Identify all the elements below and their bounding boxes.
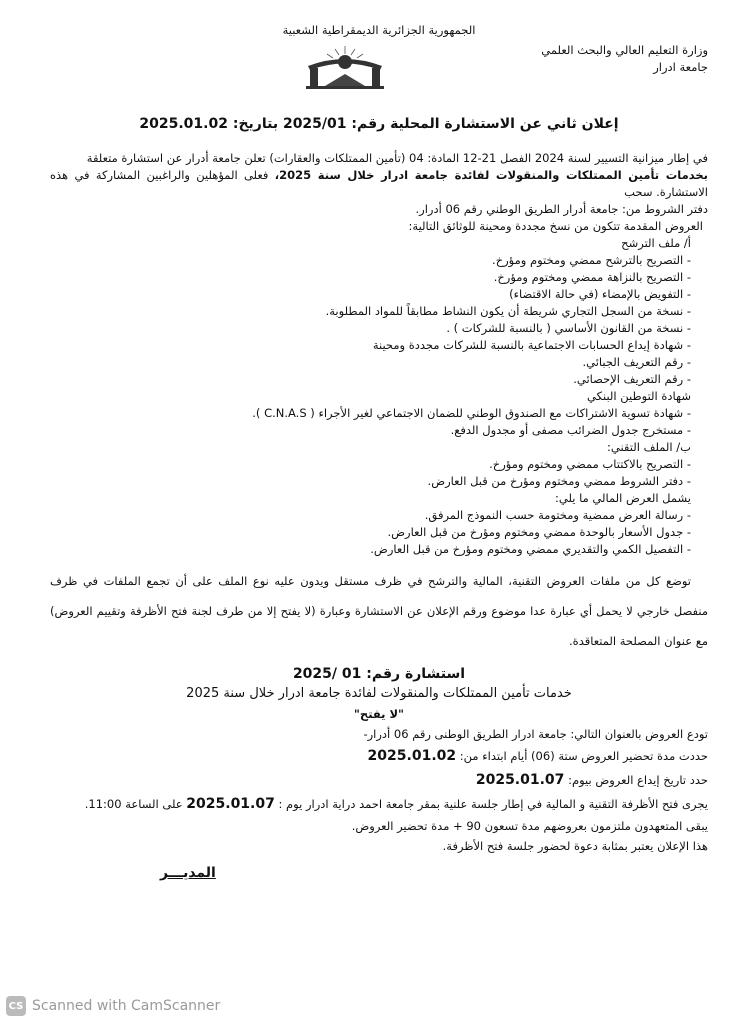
consultation-subject: خدمات تأمين الممتلكات والمنقولات لفائدة جامعة ادرار خلال سنة 2025 (186, 686, 572, 701)
intro-line-4: العروض المقدمة تتكون من نسخ مجددة ومحينة للوثائق التالية: (408, 219, 703, 233)
list-item: - التصريح بالترشح ممضي ومختوم ومؤرخ. (492, 253, 691, 267)
list-item: شهادة التوطين البنكي (587, 389, 691, 403)
envelope-line-2: منفصل خارجي لا يحمل أي عبارة عدا موضوع ورقم الإعلان عن الاستشارة وعبارة (لا يفتح إلا من طرف لجنة فتح الأظرفة وتقييم (96, 604, 709, 618)
consultation-number: استشارة رقم: 01 /2025 (292, 666, 466, 682)
intro-line-1: في إطار ميزانية التسيير لسنة 2024 الفصل 21-12 المادة: 04 (تأمين الممتلكات والعقارات) تعلن جامعة أدرار عن استشارة متعلقة (86, 151, 708, 165)
deadline-date: 2025.01.07 (475, 772, 565, 788)
preparation-text: حددت مدة تحضير العروض ستة (06) أيام ابتداء من: (456, 749, 708, 763)
list-item: - نسخة من القانون الأساسي ( بالنسبة للشركات ) . (446, 321, 691, 335)
list-item: - رسالة العرض ممضية ومختومة حسب النموذج المرفق. (424, 508, 691, 522)
list-item: - نسخة من السجل التجاري شريطة أن يكون النشاط مطابقاً للمواد المطلوبة. (325, 304, 691, 318)
section-b-heading: ب/ الملف التقني: (607, 440, 691, 454)
list-item: - دفتر الشروط ممضي ومختوم ومؤرخ من قبل العارض. (427, 474, 691, 488)
section-c-heading: يشمل العرض المالي ما يلي: (554, 491, 691, 505)
list-item: - جدول الأسعار بالوحدة ممضي ومختوم ومؤرخ من قبل العارض. (387, 525, 691, 539)
list-item: - التفويض بالإمضاء (في حالة الاقتضاء) (509, 287, 691, 301)
validity-period: يبقى المتعهدون ملتزمون بعروضهم مدة تسعون 90 + مدة تحضير العروض. (351, 819, 708, 833)
intro-subject: بخدمات تأمين الممتلكات والمنقولات لفائدة جامعة ادرار خلال سنة 2025، (274, 168, 708, 182)
camscanner-watermark (6, 996, 220, 1016)
opening-time: على الساعة 11:00. (84, 797, 187, 811)
university-logo (300, 44, 390, 96)
announcement-title: إعلان ثاني عن الاستشارة المحلية رقم: 2025/01 بتاريخ: 2025.01.02 (139, 116, 619, 132)
preparation-date: 2025.01.02 (367, 748, 457, 764)
opening-text: يجرى فتح الأظرفة التقنية و المالية في إطار جلسة علنية بمقر جامعة احمد دراية ادرار يوم : (274, 797, 708, 811)
intro-line-3: دفتر الشروط من: جامعة أدرار الطريق الوطني رقم 06 أدرار. (415, 202, 708, 216)
preparation-period (50, 745, 708, 768)
list-item: - التفصيل الكمي والتقديري ممضي ومختوم ومؤرخ من قبل العارض. (370, 542, 691, 556)
envelope-paragraph (50, 566, 708, 656)
watermark-text: Scanned with CamScanner (32, 998, 221, 1014)
list-item: - شهادة إيداع الحسابات الاجتماعية بالنسبة للشركات مجددة ومحينة (372, 338, 691, 352)
section-a-heading: أ/ ملف الترشح (621, 236, 691, 250)
deposit-deadline (50, 768, 708, 793)
director-signature: المديـــر (160, 865, 216, 881)
intro-line-2-rest: فعلى المؤهلين والراغبين المشاركة في هذه الاستشارة. سحب (50, 168, 708, 199)
list-item: - التصريح بالاكتتاب ممضي ومختوم ومؤرخ. (489, 457, 691, 471)
list-item: - التصريح بالنزاهة ممضي ومختوم ومؤرخ. (493, 270, 691, 284)
envelope-line-3: العروض) مع عنوان المصلحة المتعاقدة. (50, 604, 708, 648)
university-name: جامعة ادرار (653, 60, 708, 74)
camscanner-icon: CS (6, 996, 26, 1016)
ministry-name: وزارة التعليم العالي والبحث العلمي (541, 43, 708, 57)
opening-session (50, 793, 708, 816)
list-item: - مستخرج جدول الضرائب مصفى أو مجدول الدفع. (450, 423, 691, 437)
do-not-open-label: "لا يفتح" (353, 707, 405, 721)
invitation-note: هذا الإعلان يعتبر بمثابة دعوة لحضور جلسة فتح الأظرفة. (442, 839, 708, 853)
deadline-text: حدد تاريخ إيداع العروض بيوم: (564, 773, 708, 787)
list-item: - شهادة تسوية الاشتراكات مع الصندوق الوطني للضمان الاجتماعي لغير الأجراء ( C.N.A.S ). (252, 406, 691, 420)
republic-header: الجمهورية الجزائرية الديمقراطية الشعبية (282, 23, 476, 37)
intro-line-2 (50, 167, 708, 201)
list-item: - رقم التعريف الجبائي. (582, 355, 691, 369)
envelope-line-1: توضع كل من ملفات العروض التقنية، المالية والترشح في ظرف مستقل ويدون عليه نوع الملف على أن تجمع الملفات في ظرف (50, 574, 691, 588)
opening-date: 2025.01.07 (186, 796, 275, 812)
list-item: - رقم التعريف الإحصائي. (573, 372, 691, 386)
deposit-address: تودع العروض بالعنوان التالي: جامعة ادرار الطريق الوطنى رقم 06 أدرار- (363, 727, 708, 741)
